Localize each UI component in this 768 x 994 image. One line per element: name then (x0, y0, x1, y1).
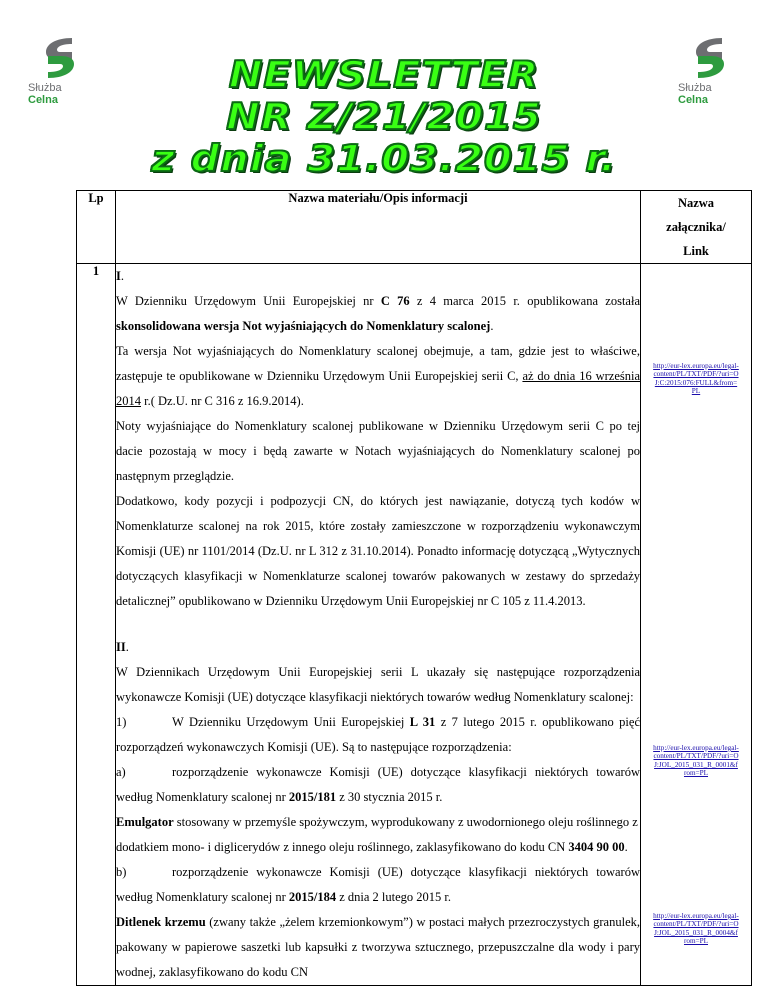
section-1-paragraph-2: Ta wersja Not wyjaśniających do Nomenklatury scalonej obejmuje, a tam, gdzie jest to właściwe, zastępuje te opublikowane w Dzienniku Urzędowym Unii Europejskiej serii C, aż do dnia 16 września 2014 r.( Dz.U. nr C 316 z 16.9.2014). (116, 344, 641, 408)
logo-text-line1: Służba (28, 82, 62, 94)
section-2-heading: II (116, 640, 126, 654)
section-2-item-1: 1) W Dzienniku Urzędowym Unii Europejskiej L 31 z 7 lutego 2015 r. opublikowano pięć rozporządzeń wykonawczych Komisji (UE). Są to następujące rozporządzenia: (116, 715, 641, 754)
header-description: Nazwa materiału/Opis informacji (116, 191, 641, 264)
sluzba-celna-logo-right (678, 36, 748, 114)
sluzba-celna-emblem-icon (42, 36, 78, 80)
title-line-3: z dnia 31.03.2015 r. (151, 137, 617, 181)
table-header-row (77, 191, 752, 264)
header-attachment-line3: Link (683, 244, 709, 258)
section-2-paragraph-1: W Dziennikach Urzędowym Unii Europejskiej serii L ukazały się następujące rozporządzenia wykonawcze Komisji (UE) dotyczące klasyfikacji niektórych towarów według Nomenklatury scalonej: (116, 665, 640, 704)
section-1-paragraph-3: Noty wyjaśniające do Nomenklatury scalonej publikowane w Dzienniku Urzędowym serii C po tej dacie pozostają w mocy i będą zawarte w Notach wyjaśniających do Nomenklatury scalonej po następnym przeglądzie. (116, 419, 640, 483)
row-content: I. W Dzienniku Urzędowym Unii Europejskiej nr C 76 z 4 marca 2015 r. opublikowana została skonsolidowana wersja Not wyjaśniających do Nomenklatury scalonej. Ta wersja Not wyjaśniających do Nomenklatury scalonej obejmuje, a tam, gdzie jest to właściwe, zastępuje te opublikowane w Dzienniku Urzędowym Unii Europejskiej serii C, aż do dnia 16 września 2014 r.( Dz.U. nr C 316 z 16.9.2014). Noty wyjaśniające do Nomenklatury scalonej publikowane w Dzienniku Urzędowym serii C po tej dacie pozostają w mocy i będą zawarte w Notach wyjaśniających do Nomenklatury scalonej po następnym przeglądzie. Dodatkowo, kody pozycji i podpozycji CN, do których jest nawiązanie, dotyczą tych kodów w Nomenklaturze scalonej na rok 2015, które zostały zamieszczone w rozporządzeniu wykonawczym Komisji (UE) nr 1101/2014 (Dz.U. nr L 312 z 31.10.2014). Ponadto informację dotyczącą „Wytycznych dotyczących klasyfikacji w Nomenklaturze scalonej towarów pakowanych w zestawy do sprzedaży detalicznej” opublikowano w Dzienniku Urzędowym Unii Europejskiej nr C 105 z 11.4.2013. II. W Dziennikach Urzędowym Unii Europejskiej serii L ukazały się następujące rozporządzenia wykonawcze Komisji (UE) dotyczące klasyfikacji niektórych towarów według Nomenklatury scalonej: 1) W Dzienniku Urzędowym Unii Europejskiej L 31 z 7 lutego 2015 r. opublikowano pięć rozporządzeń wykonawczych Komisji (UE). Są to następujące rozporządzenia: a) rozporządzenie wykonawcze Komisji (UE) dotyczące klasyfikacji niektórych towarów według Nomenklatury scalonej nr 2015/181 z 30 stycznia 2015 r. Emulgator stosowany w przemyśle spożywczym, wyprodukowany z uwodornionego oleju roślinnego z dodatkiem mono- i diglicerydów z innego oleju roślinnego, zaklasyfikowano do kodu CN 3404 90 00. b) rozporządzenie wykonawcze Komisji (UE) dotyczące klasyfikacji niektórych towarów według Nomenklatury scalonej nr 2015/184 z dnia 2 lutego 2015 r. Ditlenek krzemu (zwany także „żelem krzemionkowym”) w postaci małych przezroczystych granulek, pakowany w papierowe saszetki lub kapsułki z tworzywa sztucznego, przepuszczalne dla wody i pary wodnej, zaklasyfikowano do kodu CN (116, 264, 641, 986)
sluzba-celna-logo-left (28, 36, 98, 114)
newsletter-table (76, 190, 752, 986)
section-1-paragraph-4: Dodatkowo, kody pozycji i podpozycji CN, do których jest nawiązanie, dotyczą tych kodów w Nomenklaturze scalonej na rok 2015, które zostały zamieszczone w rozporządzeniu wykonawczym Komisji (UE) nr 1101/2014 (Dz.U. nr L 312 z 31.10.2014). Ponadto informację dotyczącą „Wytycznych dotyczących klasyfikacji w Nomenklaturze scalonej towarów pakowanych w zestawy do sprzedaży detalicznej” opublikowano w Dzienniku Urzędowym Unii Europejskiej nr C 105 z 11.4.2013. (116, 494, 640, 608)
row-number: 1 (77, 264, 116, 986)
link-notes-c76[interactable]: http://eur-lex.europa.eu/legal-content/PL/TXT/PDF/?uri=OJ:C:2015:076:FULL&from=PL (653, 362, 739, 396)
header-attachment (641, 191, 752, 264)
section-1-paragraph-1: W Dzienniku Urzędowym Unii Europejskiej nr C 76 z 4 marca 2015 r. opublikowana została skonsolidowana wersja Not wyjaśniających do Nomenklatury scalonej. (116, 294, 640, 333)
title-line-2: NR Z/21/2015 (226, 95, 542, 139)
table-row (77, 264, 752, 986)
section-2-item-b: b) rozporządzenie wykonawcze Komisji (UE) dotyczące klasyfikacji niektórych towarów według Nomenklatury scalonej nr 2015/184 z dnia 2 lutego 2015 r. (116, 865, 640, 904)
section-2-item-a: a) rozporządzenie wykonawcze Komisji (UE) dotyczące klasyfikacji niektórych towarów według Nomenklatury scalonej nr 2015/181 z 30 stycznia 2015 r. (116, 765, 640, 804)
header-attachment-line1: Nazwa (677, 196, 715, 210)
logo-text-line2: Celna (28, 94, 58, 106)
section-2-item-b-desc: Ditlenek krzemu (zwany także „żelem krzemionkowym”) w postaci małych przezroczystych granulek, pakowany w papierowe saszetki lub kapsułki z tworzywa sztucznego, przepuszczalne dla wody i pary wodnej, zaklasyfikowano do kodu CN (116, 915, 640, 979)
header-lp: Lp (77, 191, 116, 264)
header-attachment-line2: załącznika/ (666, 220, 726, 234)
link-regulation-2015-184[interactable]: http://eur-lex.europa.eu/legal-content/PL/TXT/PDF/?uri=OJ:JOL_2015_031_R_0004&from=PL (653, 912, 739, 946)
title-line-1: NEWSLETTER (228, 53, 540, 97)
link-regulation-2015-181[interactable]: http://eur-lex.europa.eu/legal-content/PL/TXT/PDF/?uri=OJ:JOL_2015_031_R_0001&from=PL (653, 744, 739, 778)
section-1-heading: I (116, 269, 121, 283)
sluzba-celna-emblem-icon (692, 36, 728, 80)
row-links (641, 264, 752, 986)
logo-text-line1: Służba (678, 82, 712, 94)
section-2-item-a-desc: Emulgator stosowany w przemyśle spożywczym, wyprodukowany z uwodornionego oleju roślinnego z dodatkiem mono- i diglicerydów z innego oleju roślinnego, zaklasyfikowano do kodu CN 3404 90 00. (116, 815, 638, 854)
logo-text-line2: Celna (678, 94, 708, 106)
newsletter-title (110, 54, 658, 180)
